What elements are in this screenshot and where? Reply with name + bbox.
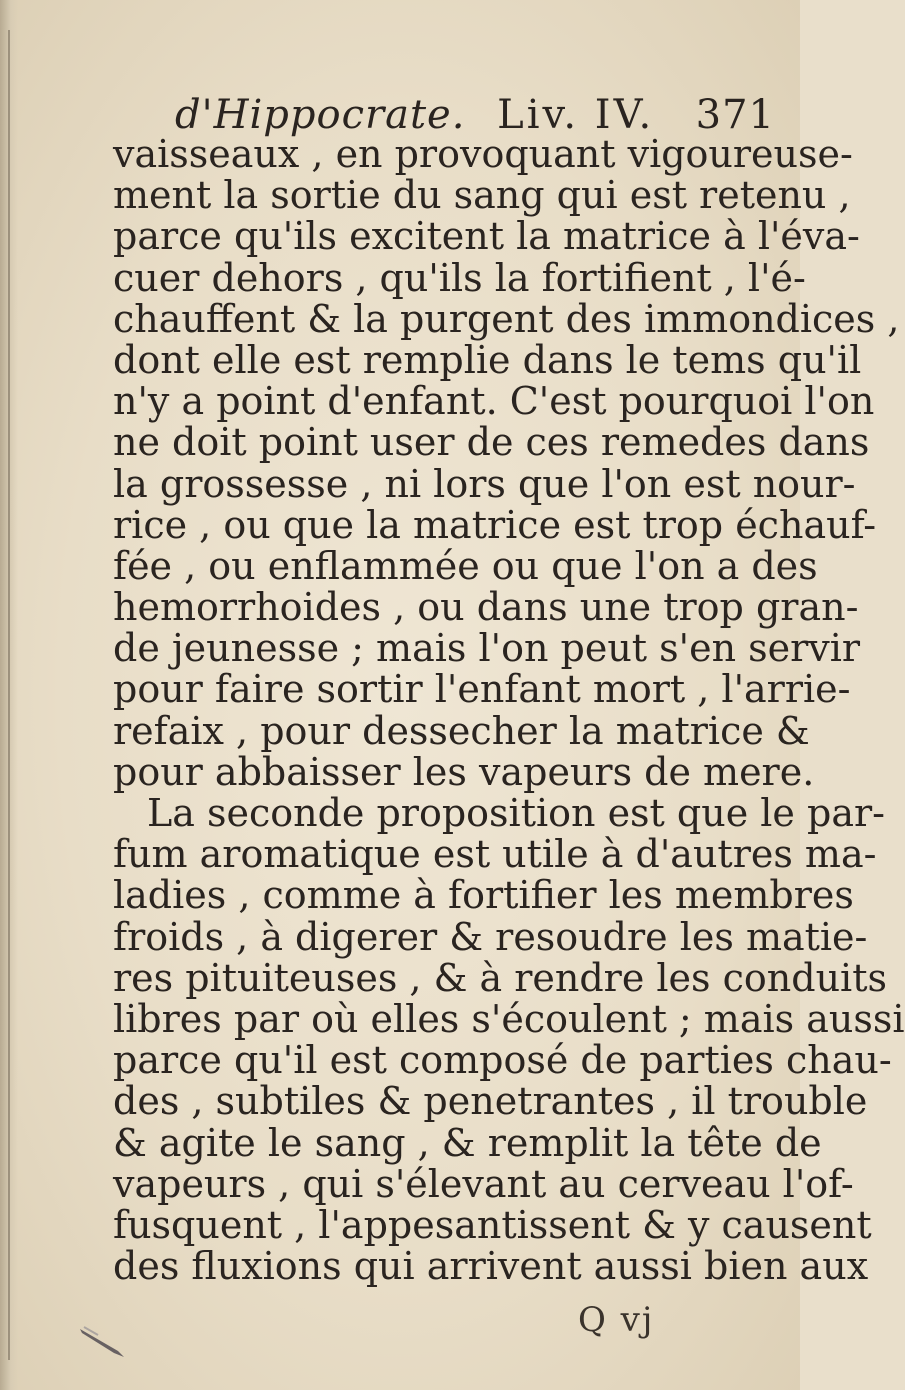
running-head-title: d'Hippocrate. [175,92,466,138]
text-line: ment la sortie du sang qui est retenu , [113,173,851,218]
running-head-book: Liv. IV. [497,92,655,138]
paragraph-end-line: pour abbaisser les vapeurs de mere. [113,749,815,794]
text-line: de jeunesse ; mais l'on peut s'en servir [113,626,861,671]
text-line: hemorrhoides , ou dans une trop gran- [113,585,859,630]
signature-mark: Q vj [578,1300,655,1340]
text-line: des , subtiles & penetrantes , il trouble [113,1079,868,1124]
text-line: fusquent , l'appesantissent & y causent [113,1202,872,1247]
binding-edge-line [8,30,10,1360]
text-line: dont elle est remplie dans le tems qu'il [113,337,862,382]
page-number: 371 [695,92,775,138]
text-line: parce qu'il est composé de parties chau- [113,1038,892,1083]
text-line: froids , à digerer & resoudre les matie- [113,914,868,959]
text-line: fée , ou enflammée ou que l'on a des [113,543,818,588]
text-line: vaisseaux , en provoquant vigoureuse- [113,132,853,176]
text-line: des fluxions qui arrivent aussi bien aux [113,1244,869,1289]
text-line: libres par où elles s'écoulent ; mais aussi [113,996,905,1041]
text-line: n'y a point d'enfant. C'est pourquoi l'on [113,379,875,424]
ink-stain [78,1325,130,1359]
text-line: refaix , pour dessecher la matrice & [113,708,810,753]
text-line: vapeurs , qui s'élevant au cerveau l'of- [113,1161,854,1206]
text-line: la grossesse , ni lors que l'on est nour- [113,461,856,506]
body-text [113,132,905,1289]
text-line: ne doit point user de ces remedes dans [113,420,870,465]
text-line: cuer dehors , qu'ils la fortifient , l'é- [113,255,806,300]
text-line: pour faire sortir l'enfant mort , l'arrie- [113,667,851,712]
text-line: chauffent & la purgent des immondices , [113,296,900,341]
text-line: & agite le sang , & remplit la tête de [113,1120,822,1165]
paragraph-start-line: La seconde proposition est que le par- [147,791,885,835]
text-line: ladies , comme à fortifier les membres [113,873,854,918]
text-line: res pituiteuses , & à rendre les conduits [113,955,887,1000]
text-line: fum aromatique est utile à d'autres ma- [113,832,877,877]
text-line: parce qu'ils excitent la matrice à l'éva- [113,214,860,259]
text-line: rice , ou que la matrice est trop échauf- [113,502,877,547]
